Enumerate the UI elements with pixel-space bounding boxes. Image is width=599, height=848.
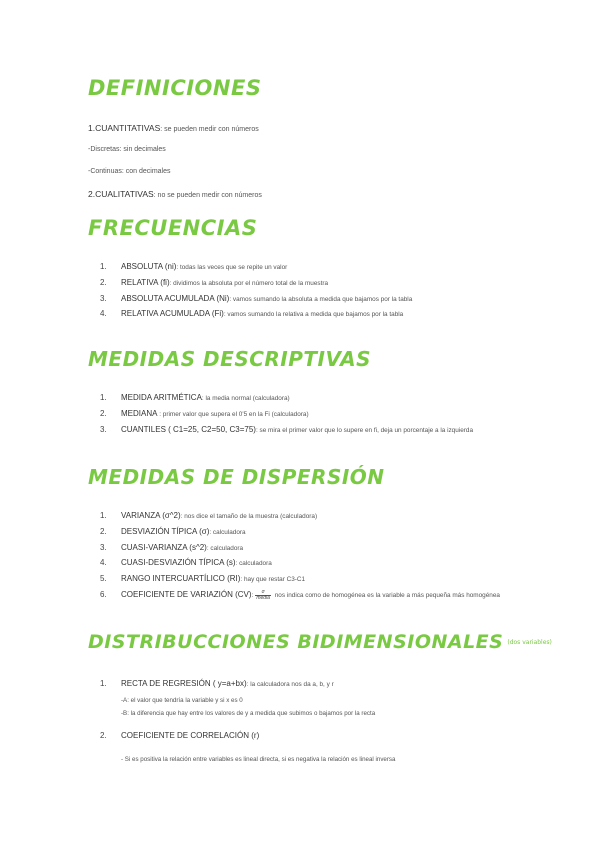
definition-continuas [88,168,171,175]
definition-text: -Discretas: sin decimales [88,146,166,153]
sub-note-b: -B: la diferencia que hay entre los valores de y a medida que subimos o bajamos por la recta [121,710,376,717]
item-text: : primer valor que supera el 0'5 en la Fi (calculadora) [157,410,309,418]
item-text: : vamos sumando la relativa a medida que bajamos por la tabla [223,311,404,319]
item-text: : la calculadora nos da a, b, y r [246,681,334,688]
item-number: 6. [100,589,107,599]
item-key: RECTA DE REGRESIÓN ( y=a+bx) [121,679,247,688]
item-key: ABSOLUTA (ni) [121,262,177,271]
item-number: 3. [100,542,107,552]
definition-text: : se pueden medir con números [160,126,259,133]
item-number: 4. [100,309,107,319]
item-number: 3. [100,424,107,434]
item-text: : la media normal (calculadora) [201,395,290,402]
item-key: CUASI-VARIANZA (s^2) [121,542,207,552]
definition-key: 2.CUALITATIVAS [88,189,154,199]
fraction-sigma-over-media [255,590,271,601]
item-text-after: nos indica como de homogénea es la variable a más pequeña más homogénea [272,592,500,600]
item-key: CUASI-DESVIAZIÓN TÍPICA (s) [121,558,236,568]
definition-cuantitativas [88,123,259,133]
fraction-denominator: media [256,594,270,601]
item-text: : se mira el primer valor que lo supere en fi, deja un porcentaje a la izquierda [255,426,473,434]
item-number: 2. [100,526,107,536]
item-text: : hay que restar C3-C1 [240,576,306,584]
item-text: : nos dice el tamaño de la muestra (calculadora) [180,513,318,520]
item-key: ABSOLUTA ACUMULADA (Ni) [121,293,230,303]
heading-definiciones: DEFINICIONES [88,76,262,100]
item-text: : [251,592,254,600]
item-key: RELATIVA ACUMULADA (Fi) [121,309,224,319]
item-text: : dividimos la absoluta por el número total de la muestra [169,279,329,287]
heading-text: DISTRIBUCCIONES BIDIMENSIONALES [88,631,504,653]
item-key: RELATIVA (fi) [121,277,170,287]
item-key: VARIANZA (σ^2) [121,511,181,520]
item-key: DESVIAZIÓN TÍPICA (σ) [121,526,210,536]
definition-text: : no se pueden medir con números [153,192,262,199]
item-text: : calculadora [206,544,244,552]
sub-note-a: -A: el valor que tendría la variable y si x es 0 [121,697,243,704]
definition-text: -Continuas: con decimales [88,168,171,175]
item-text: : calculadora [209,528,246,536]
heading-distribuciones [88,631,552,653]
item-number: 1. [100,262,107,271]
heading-medidas-descriptivas: MEDIDAS DESCRIPTIVAS [88,347,371,371]
item-number: 5. [100,574,107,584]
item-number: 1. [100,393,107,402]
item-text: : todas las veces que se repite un valor [176,264,288,271]
item-key: COEFICIENTE DE CORRELACIÓN (r) [121,731,260,740]
item-number: 1. [100,679,107,688]
definition-discretas [88,146,166,153]
definition-key: 1.CUANTITATIVAS [88,123,161,133]
sub-note-correlacion: - Si es positiva la relación entre variables es lineal directa, si es negativa la relación es lineal inversa [121,756,396,763]
item-number: 2. [100,277,107,287]
item-number: 2. [100,731,107,740]
item-key: MEDIANA [121,408,158,418]
item-key: MEDIDA ARITMÉTICA [121,393,202,402]
item-number: 3. [100,293,107,303]
heading-note: (dos variables) [507,639,552,646]
item-number: 4. [100,558,107,568]
item-key: RANGO INTERCUARTÍLICO (RI) [121,574,241,584]
heading-frecuencias: FRECUENCIAS [88,216,258,240]
fraction-numerator: σ [255,590,271,596]
item-key: CUANTILES ( C1=25, C2=50, C3=75) [121,424,256,434]
item-text: : calculadora [235,560,272,568]
item-key: COEFICIENTE DE VARIAZIÓN (CV) [121,590,252,600]
heading-medidas-dispersion: MEDIDAS DE DISPERSIÓN [88,465,385,489]
item-number: 1. [100,511,107,520]
item-text: : vamos sumando la absoluta a medida que bajamos por la tabla [229,295,413,303]
item-number: 2. [100,408,107,418]
definition-cualitativas [88,189,262,199]
